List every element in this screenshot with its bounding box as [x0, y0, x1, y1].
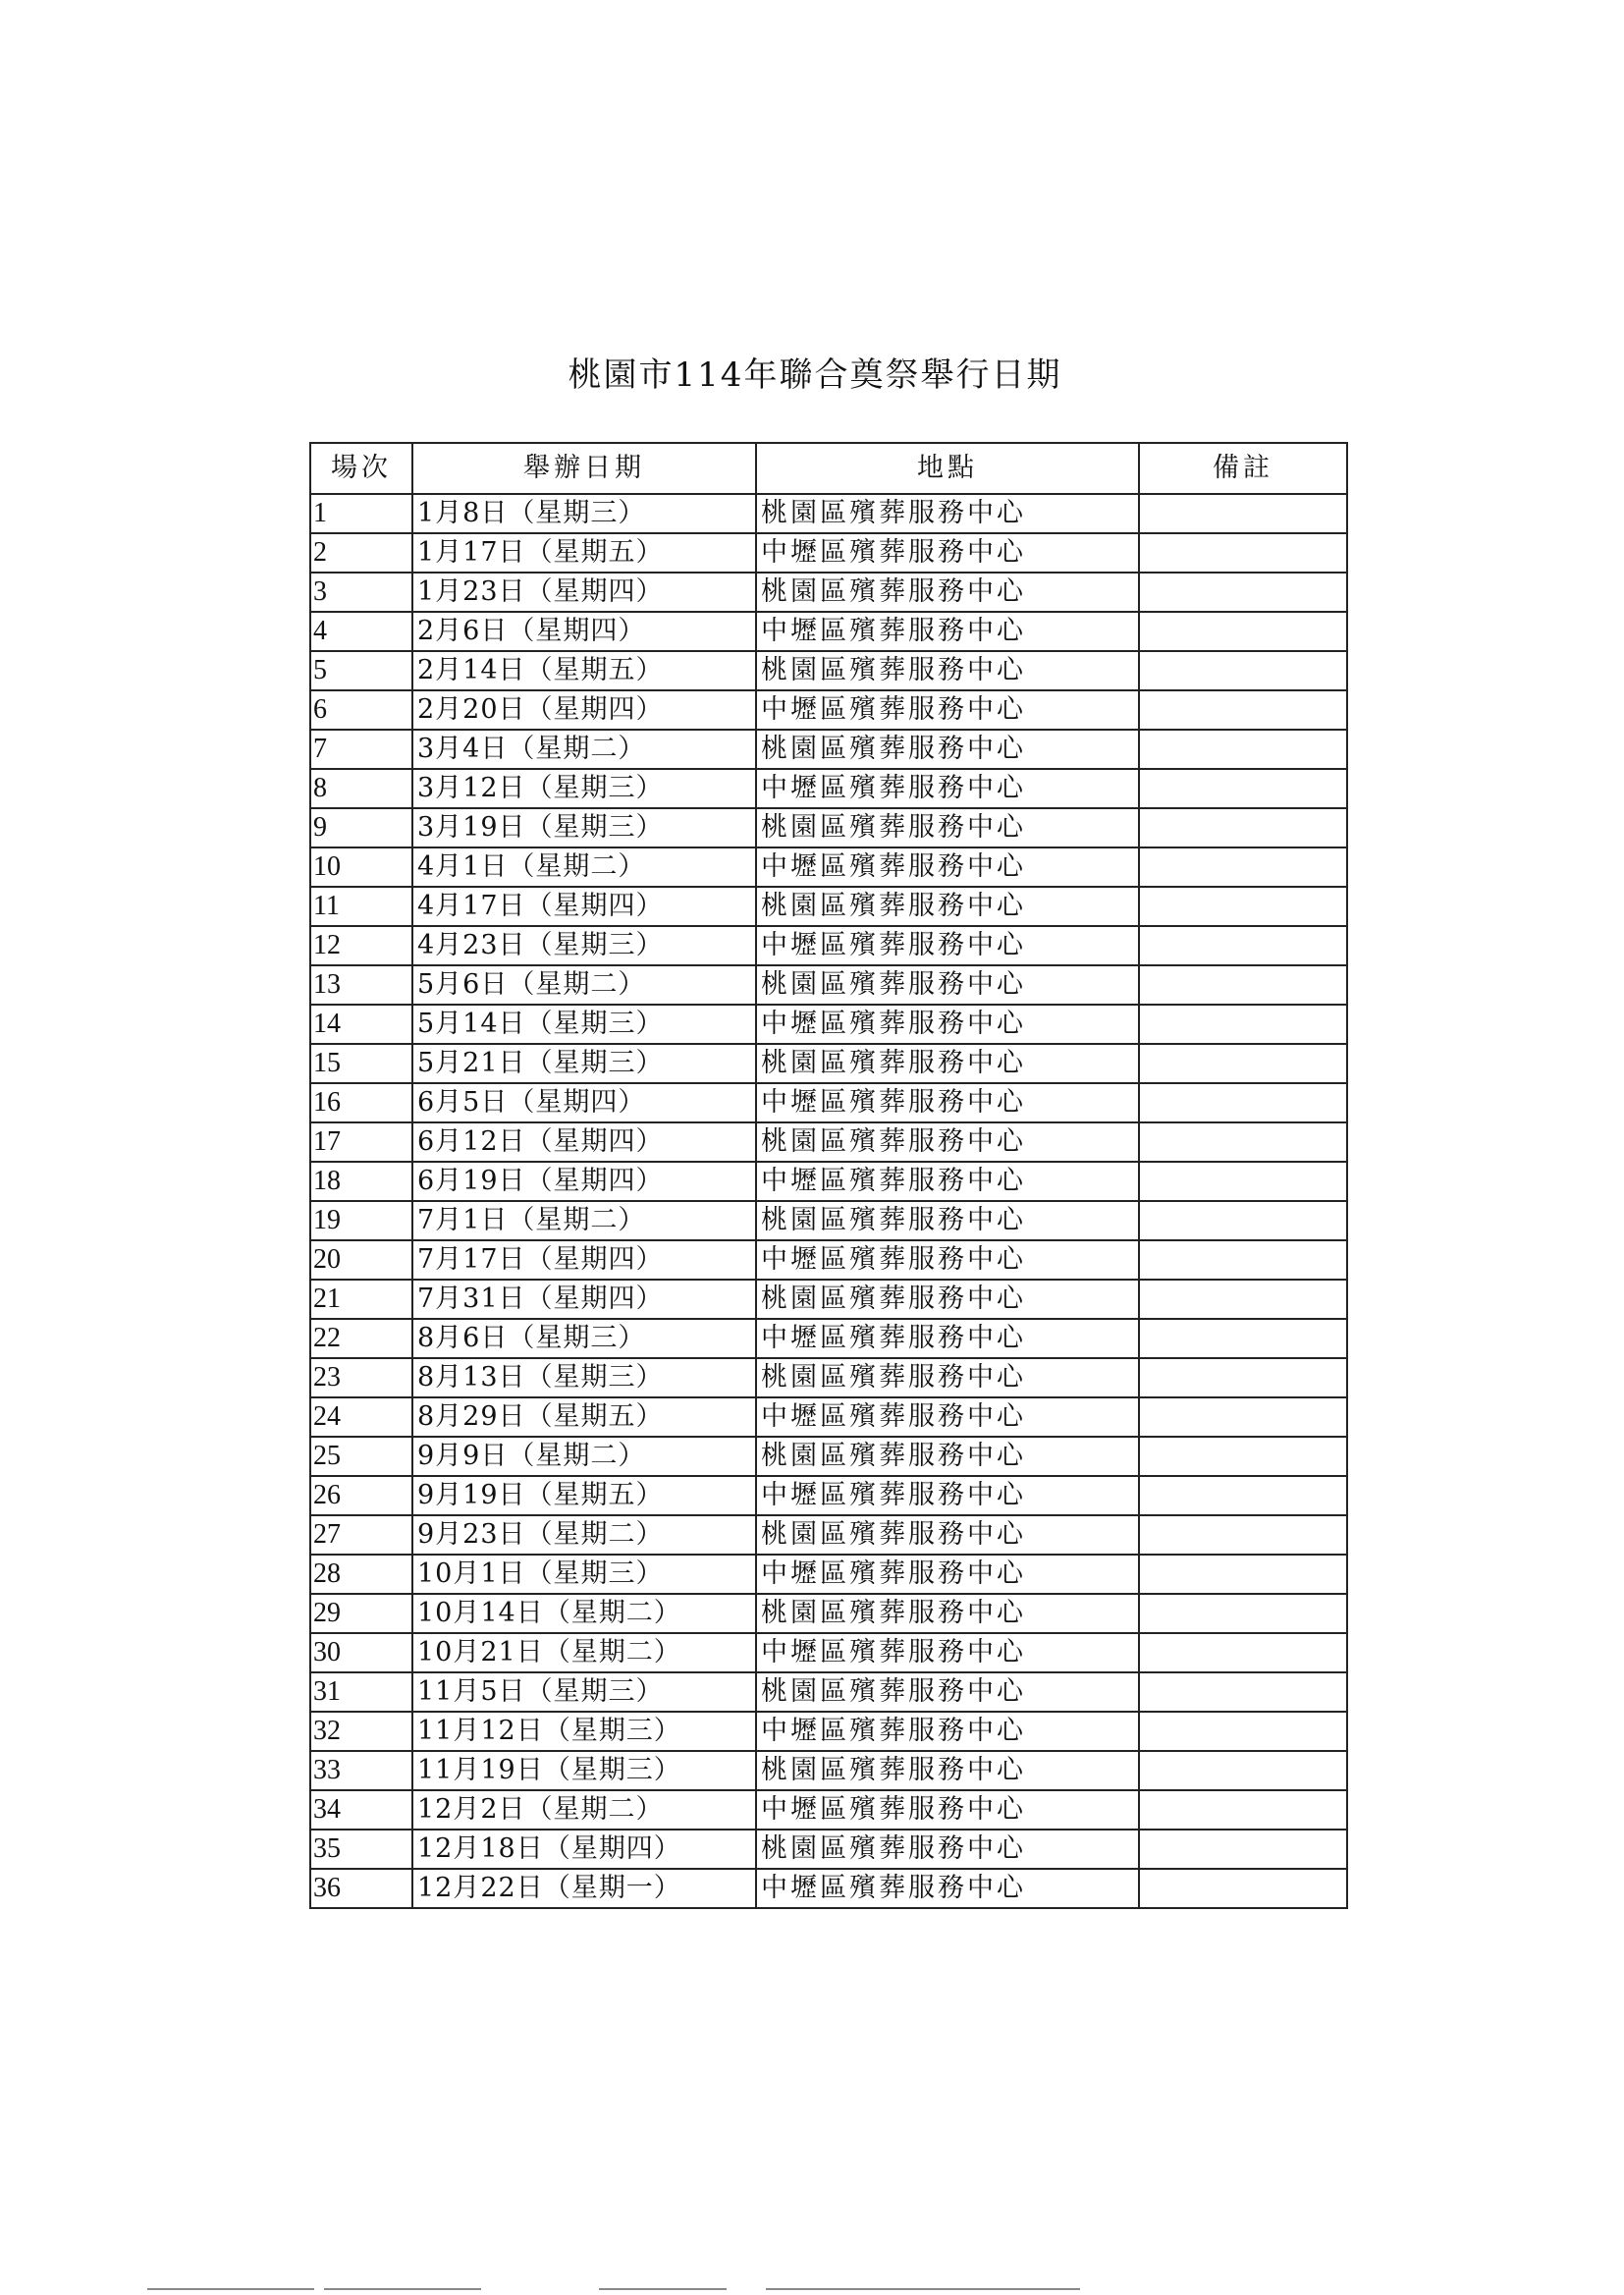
session-number-cell: 29 [310, 1594, 412, 1633]
table-row [310, 1083, 1347, 1122]
session-number-cell: 6 [310, 690, 412, 730]
event-date-cell: 1月17日（星期五） [412, 533, 756, 573]
session-number-cell: 33 [310, 1751, 412, 1790]
event-date-cell: 7月1日（星期二） [412, 1201, 756, 1240]
location-cell: 中壢區殯葬服務中心 [756, 533, 1139, 573]
table-row [310, 1319, 1347, 1358]
note-cell [1139, 1280, 1347, 1319]
location-cell: 中壢區殯葬服務中心 [756, 1712, 1139, 1751]
note-cell [1139, 1751, 1347, 1790]
session-number-cell: 21 [310, 1280, 412, 1319]
table-row [310, 533, 1347, 573]
table-row [310, 1005, 1347, 1044]
location-cell: 中壢區殯葬服務中心 [756, 690, 1139, 730]
note-cell [1139, 1869, 1347, 1908]
table-row [310, 651, 1347, 690]
page-title: 桃園市114年聯合奠祭舉行日期 [568, 355, 1062, 395]
event-date-cell: 5月6日（星期二） [412, 965, 756, 1005]
location-cell: 中壢區殯葬服務中心 [756, 1633, 1139, 1672]
table-row [310, 612, 1347, 651]
event-date-cell: 10月21日（星期二） [412, 1633, 756, 1672]
note-cell [1139, 690, 1347, 730]
location-cell: 桃園區殯葬服務中心 [756, 1672, 1139, 1712]
location-cell: 桃園區殯葬服務中心 [756, 1594, 1139, 1633]
location-cell: 桃園區殯葬服務中心 [756, 494, 1139, 533]
note-cell [1139, 1397, 1347, 1437]
note-cell [1139, 573, 1347, 612]
location-cell: 中壢區殯葬服務中心 [756, 1790, 1139, 1830]
location-cell: 桃園區殯葬服務中心 [756, 808, 1139, 847]
note-cell [1139, 1162, 1347, 1201]
header-location: 地點 [756, 443, 1139, 494]
note-cell [1139, 1437, 1347, 1476]
session-number-cell: 32 [310, 1712, 412, 1751]
note-cell [1139, 808, 1347, 847]
session-number-cell: 18 [310, 1162, 412, 1201]
location-cell: 中壢區殯葬服務中心 [756, 1869, 1139, 1908]
event-date-cell: 6月5日（星期四） [412, 1083, 756, 1122]
event-date-cell: 9月19日（星期五） [412, 1476, 756, 1515]
event-date-cell: 10月1日（星期三） [412, 1555, 756, 1594]
table-row [310, 1476, 1347, 1515]
note-cell [1139, 1358, 1347, 1397]
table-row [310, 847, 1347, 887]
session-number-cell: 19 [310, 1201, 412, 1240]
note-cell [1139, 1830, 1347, 1869]
event-date-cell: 8月13日（星期三） [412, 1358, 756, 1397]
event-date-cell: 8月29日（星期五） [412, 1397, 756, 1437]
note-cell [1139, 1515, 1347, 1555]
location-cell: 桃園區殯葬服務中心 [756, 1201, 1139, 1240]
event-date-cell: 10月14日（星期二） [412, 1594, 756, 1633]
location-cell: 桃園區殯葬服務中心 [756, 965, 1139, 1005]
event-date-cell: 11月19日（星期三） [412, 1751, 756, 1790]
event-date-cell: 2月6日（星期四） [412, 612, 756, 651]
table-row [310, 887, 1347, 926]
event-date-cell: 6月19日（星期四） [412, 1162, 756, 1201]
table-row [310, 1201, 1347, 1240]
table-header-row [310, 443, 1347, 494]
event-date-cell: 2月14日（星期五） [412, 651, 756, 690]
table-row [310, 494, 1347, 533]
table-row [310, 573, 1347, 612]
table-row [310, 1122, 1347, 1162]
location-cell: 桃園區殯葬服務中心 [756, 730, 1139, 769]
table-row [310, 965, 1347, 1005]
table-row [310, 926, 1347, 965]
session-number-cell: 24 [310, 1397, 412, 1437]
location-cell: 中壢區殯葬服務中心 [756, 847, 1139, 887]
session-number-cell: 31 [310, 1672, 412, 1712]
session-number-cell: 11 [310, 887, 412, 926]
note-cell [1139, 1083, 1347, 1122]
event-date-cell: 11月5日（星期三） [412, 1672, 756, 1712]
scan-artifact-line [147, 2288, 314, 2290]
session-number-cell: 17 [310, 1122, 412, 1162]
table-row [310, 1633, 1347, 1672]
table-row [310, 769, 1347, 808]
session-number-cell: 7 [310, 730, 412, 769]
note-cell [1139, 887, 1347, 926]
event-date-cell: 3月19日（星期三） [412, 808, 756, 847]
note-cell [1139, 1319, 1347, 1358]
location-cell: 中壢區殯葬服務中心 [756, 1476, 1139, 1515]
session-number-cell: 22 [310, 1319, 412, 1358]
note-cell [1139, 1555, 1347, 1594]
note-cell [1139, 1594, 1347, 1633]
table-row [310, 1712, 1347, 1751]
header-date: 舉辦日期 [412, 443, 756, 494]
table-row [310, 690, 1347, 730]
note-cell [1139, 965, 1347, 1005]
event-date-cell: 12月18日（星期四） [412, 1830, 756, 1869]
table-row [310, 1594, 1347, 1633]
session-number-cell: 15 [310, 1044, 412, 1083]
schedule-table [309, 442, 1348, 1909]
location-cell: 桃園區殯葬服務中心 [756, 887, 1139, 926]
location-cell: 中壢區殯葬服務中心 [756, 1162, 1139, 1201]
session-number-cell: 9 [310, 808, 412, 847]
location-cell: 中壢區殯葬服務中心 [756, 1555, 1139, 1594]
event-date-cell: 3月4日（星期二） [412, 730, 756, 769]
event-date-cell: 5月14日（星期三） [412, 1005, 756, 1044]
location-cell: 桃園區殯葬服務中心 [756, 1751, 1139, 1790]
table-row [310, 1240, 1347, 1280]
event-date-cell: 5月21日（星期三） [412, 1044, 756, 1083]
event-date-cell: 9月9日（星期二） [412, 1437, 756, 1476]
location-cell: 桃園區殯葬服務中心 [756, 573, 1139, 612]
location-cell: 中壢區殯葬服務中心 [756, 1397, 1139, 1437]
note-cell [1139, 926, 1347, 965]
session-number-cell: 16 [310, 1083, 412, 1122]
table-row [310, 808, 1347, 847]
event-date-cell: 2月20日（星期四） [412, 690, 756, 730]
note-cell [1139, 1122, 1347, 1162]
event-date-cell: 11月12日（星期三） [412, 1712, 756, 1751]
table-row [310, 1515, 1347, 1555]
session-number-cell: 20 [310, 1240, 412, 1280]
location-cell: 中壢區殯葬服務中心 [756, 1005, 1139, 1044]
location-cell: 桃園區殯葬服務中心 [756, 1830, 1139, 1869]
session-number-cell: 5 [310, 651, 412, 690]
session-number-cell: 28 [310, 1555, 412, 1594]
location-cell: 中壢區殯葬服務中心 [756, 926, 1139, 965]
session-number-cell: 2 [310, 533, 412, 573]
session-number-cell: 13 [310, 965, 412, 1005]
session-number-cell: 8 [310, 769, 412, 808]
table-row [310, 1044, 1347, 1083]
session-number-cell: 3 [310, 573, 412, 612]
note-cell [1139, 612, 1347, 651]
session-number-cell: 25 [310, 1437, 412, 1476]
event-date-cell: 12月2日（星期二） [412, 1790, 756, 1830]
note-cell [1139, 847, 1347, 887]
note-cell [1139, 730, 1347, 769]
session-number-cell: 23 [310, 1358, 412, 1397]
note-cell [1139, 651, 1347, 690]
event-date-cell: 3月12日（星期三） [412, 769, 756, 808]
event-date-cell: 4月17日（星期四） [412, 887, 756, 926]
session-number-cell: 26 [310, 1476, 412, 1515]
scan-artifact-line [599, 2288, 727, 2290]
location-cell: 桃園區殯葬服務中心 [756, 1358, 1139, 1397]
event-date-cell: 7月17日（星期四） [412, 1240, 756, 1280]
table-body [310, 494, 1347, 1908]
table-row [310, 1869, 1347, 1908]
location-cell: 中壢區殯葬服務中心 [756, 1240, 1139, 1280]
location-cell: 桃園區殯葬服務中心 [756, 1044, 1139, 1083]
note-cell [1139, 1476, 1347, 1515]
note-cell [1139, 494, 1347, 533]
note-cell [1139, 1005, 1347, 1044]
scan-artifact-line [324, 2288, 481, 2290]
table-row [310, 1790, 1347, 1830]
location-cell: 桃園區殯葬服務中心 [756, 1437, 1139, 1476]
note-cell [1139, 1712, 1347, 1751]
header-session: 場次 [310, 443, 412, 494]
event-date-cell: 4月23日（星期三） [412, 926, 756, 965]
session-number-cell: 34 [310, 1790, 412, 1830]
table-row [310, 1751, 1347, 1790]
note-cell [1139, 1633, 1347, 1672]
scan-artifact-line [766, 2288, 1080, 2290]
session-number-cell: 36 [310, 1869, 412, 1908]
event-date-cell: 1月8日（星期三） [412, 494, 756, 533]
note-cell [1139, 1790, 1347, 1830]
event-date-cell: 1月23日（星期四） [412, 573, 756, 612]
location-cell: 中壢區殯葬服務中心 [756, 1083, 1139, 1122]
location-cell: 桃園區殯葬服務中心 [756, 1515, 1139, 1555]
table-row [310, 1162, 1347, 1201]
table-row [310, 1280, 1347, 1319]
event-date-cell: 12月22日（星期一） [412, 1869, 756, 1908]
event-date-cell: 9月23日（星期二） [412, 1515, 756, 1555]
event-date-cell: 6月12日（星期四） [412, 1122, 756, 1162]
table-row [310, 1397, 1347, 1437]
note-cell [1139, 1044, 1347, 1083]
table-row [310, 1555, 1347, 1594]
event-date-cell: 8月6日（星期三） [412, 1319, 756, 1358]
location-cell: 中壢區殯葬服務中心 [756, 1319, 1139, 1358]
session-number-cell: 35 [310, 1830, 412, 1869]
note-cell [1139, 1672, 1347, 1712]
session-number-cell: 1 [310, 494, 412, 533]
location-cell: 桃園區殯葬服務中心 [756, 1280, 1139, 1319]
table-row [310, 1437, 1347, 1476]
event-date-cell: 4月1日（星期二） [412, 847, 756, 887]
session-number-cell: 30 [310, 1633, 412, 1672]
location-cell: 桃園區殯葬服務中心 [756, 651, 1139, 690]
header-note: 備註 [1139, 443, 1347, 494]
event-date-cell: 7月31日（星期四） [412, 1280, 756, 1319]
session-number-cell: 27 [310, 1515, 412, 1555]
location-cell: 中壢區殯葬服務中心 [756, 769, 1139, 808]
location-cell: 桃園區殯葬服務中心 [756, 1122, 1139, 1162]
session-number-cell: 12 [310, 926, 412, 965]
session-number-cell: 4 [310, 612, 412, 651]
table-row [310, 1830, 1347, 1869]
session-number-cell: 14 [310, 1005, 412, 1044]
session-number-cell: 10 [310, 847, 412, 887]
note-cell [1139, 769, 1347, 808]
note-cell [1139, 1240, 1347, 1280]
note-cell [1139, 533, 1347, 573]
table-row [310, 1358, 1347, 1397]
note-cell [1139, 1201, 1347, 1240]
table-row [310, 1672, 1347, 1712]
location-cell: 中壢區殯葬服務中心 [756, 612, 1139, 651]
table-row [310, 730, 1347, 769]
